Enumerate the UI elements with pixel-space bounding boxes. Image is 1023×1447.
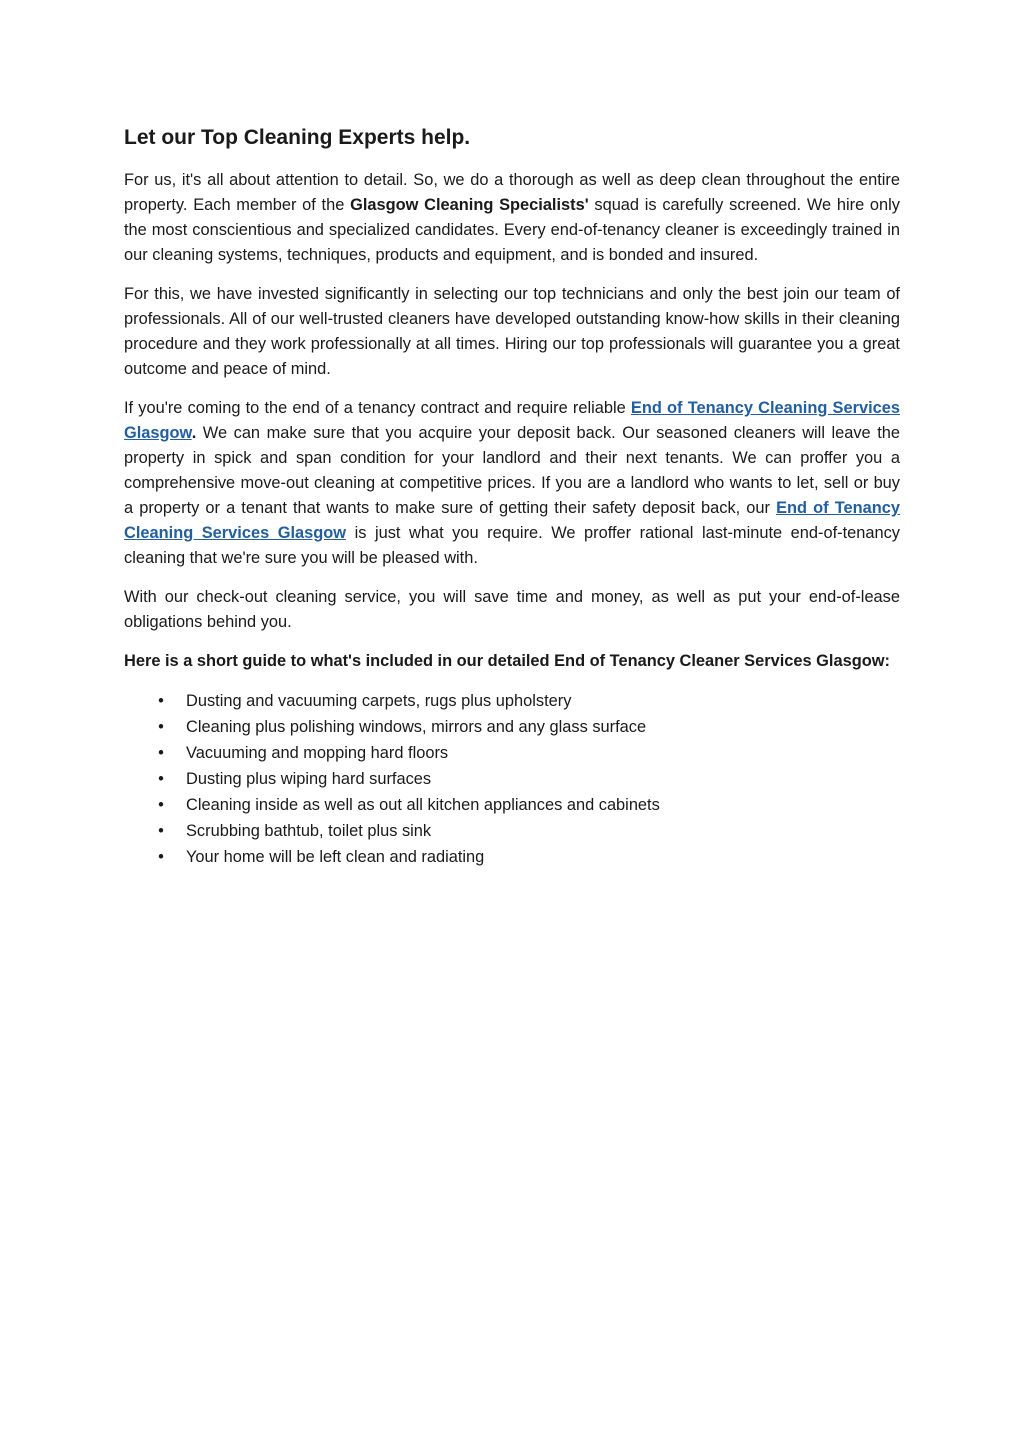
document-page — [124, 122, 900, 870]
tenancy-text-3: is just what you require. We proffer rational last-minute end-of-tenancy cleaning that we're sure you will be pleased with. — [124, 524, 900, 567]
list-item-text: Cleaning plus polishing windows, mirrors and any glass surface — [186, 718, 647, 736]
list-item — [158, 818, 900, 844]
tenancy-period: . — [191, 424, 197, 442]
paragraph-intro — [124, 168, 900, 268]
intro-text-start: For us, it's all about attention to detail. So, we do a thorough as well as deep clean throughout the entire property. Each member of the — [124, 171, 900, 214]
paragraph-checkout: With our check-out cleaning service, you will save time and money, as well as put your end-of-lease obligations behind you. — [124, 588, 900, 631]
end-of-tenancy-link-2[interactable]: End of Tenancy Cleaning Services Glasgow — [124, 499, 900, 542]
list-item-text: Your home will be left clean and radiating — [186, 848, 485, 866]
list-item-text: Dusting and vacuuming carpets, rugs plus upholstery — [186, 692, 572, 710]
tenancy-text-2: We can make sure that you acquire your deposit back. Our seasoned cleaners will leave the property in spick and span condition for your landlord and their next tenants. We can proffer you a comprehensive move-out cleaning at competitive prices. If you are a landlord who wants to let, sell or buy a property or a tenant that wants to make sure of getting their safety deposit back, our — [124, 424, 900, 517]
list-item — [158, 714, 900, 740]
intro-text-end: squad is carefully screened. We hire only the most conscientious and specialized candidates. Every end-of-tenancy cleaner is exceedingly trained in our cleaning systems, techniques, products and equipment, and is bonded and insured. — [124, 196, 901, 264]
guide-heading: Here is a short guide to what's included in our detailed End of Tenancy Cleaner Services Glasgow: — [124, 652, 890, 670]
bullet-dot-icon: • — [158, 796, 164, 814]
paragraph-team: For this, we have invested significantly in selecting our top technicians and only the best join our team of professionals. All of our well-trusted cleaners have developed outstanding know-how skills in their cleaning procedure and they work professionally at all times. Hiring our top professionals will guarantee you a great outcome and peace of mind. — [124, 285, 900, 378]
list-item-text: Vacuuming and mopping hard floors — [186, 744, 449, 762]
list-item-text: Scrubbing bathtub, toilet plus sink — [186, 822, 432, 840]
end-of-tenancy-link-1[interactable]: End of Tenancy Cleaning Services Glasgow — [124, 399, 900, 442]
bullet-dot-icon: • — [158, 770, 164, 788]
list-item — [158, 792, 900, 818]
list-item-text: Cleaning inside as well as out all kitchen appliances and cabinets — [186, 796, 660, 814]
list-item — [158, 688, 900, 714]
list-item — [158, 740, 900, 766]
paragraph-tenancy — [124, 396, 900, 571]
list-item-text: Dusting plus wiping hard surfaces — [186, 770, 432, 788]
bullet-dot-icon: • — [158, 848, 164, 866]
bullet-dot-icon: • — [158, 718, 164, 736]
list-item — [158, 844, 900, 870]
bullet-dot-icon: • — [158, 744, 164, 762]
company-name: Glasgow Cleaning Specialists' — [350, 196, 589, 214]
services-bullet-list — [124, 688, 900, 870]
tenancy-text-1: If you're coming to the end of a tenancy contract and require reliable — [124, 399, 631, 417]
bullet-dot-icon: • — [158, 822, 164, 840]
list-item — [158, 766, 900, 792]
page-title: Let our Top Cleaning Experts help. — [124, 126, 471, 149]
bullet-dot-icon: • — [158, 692, 164, 710]
